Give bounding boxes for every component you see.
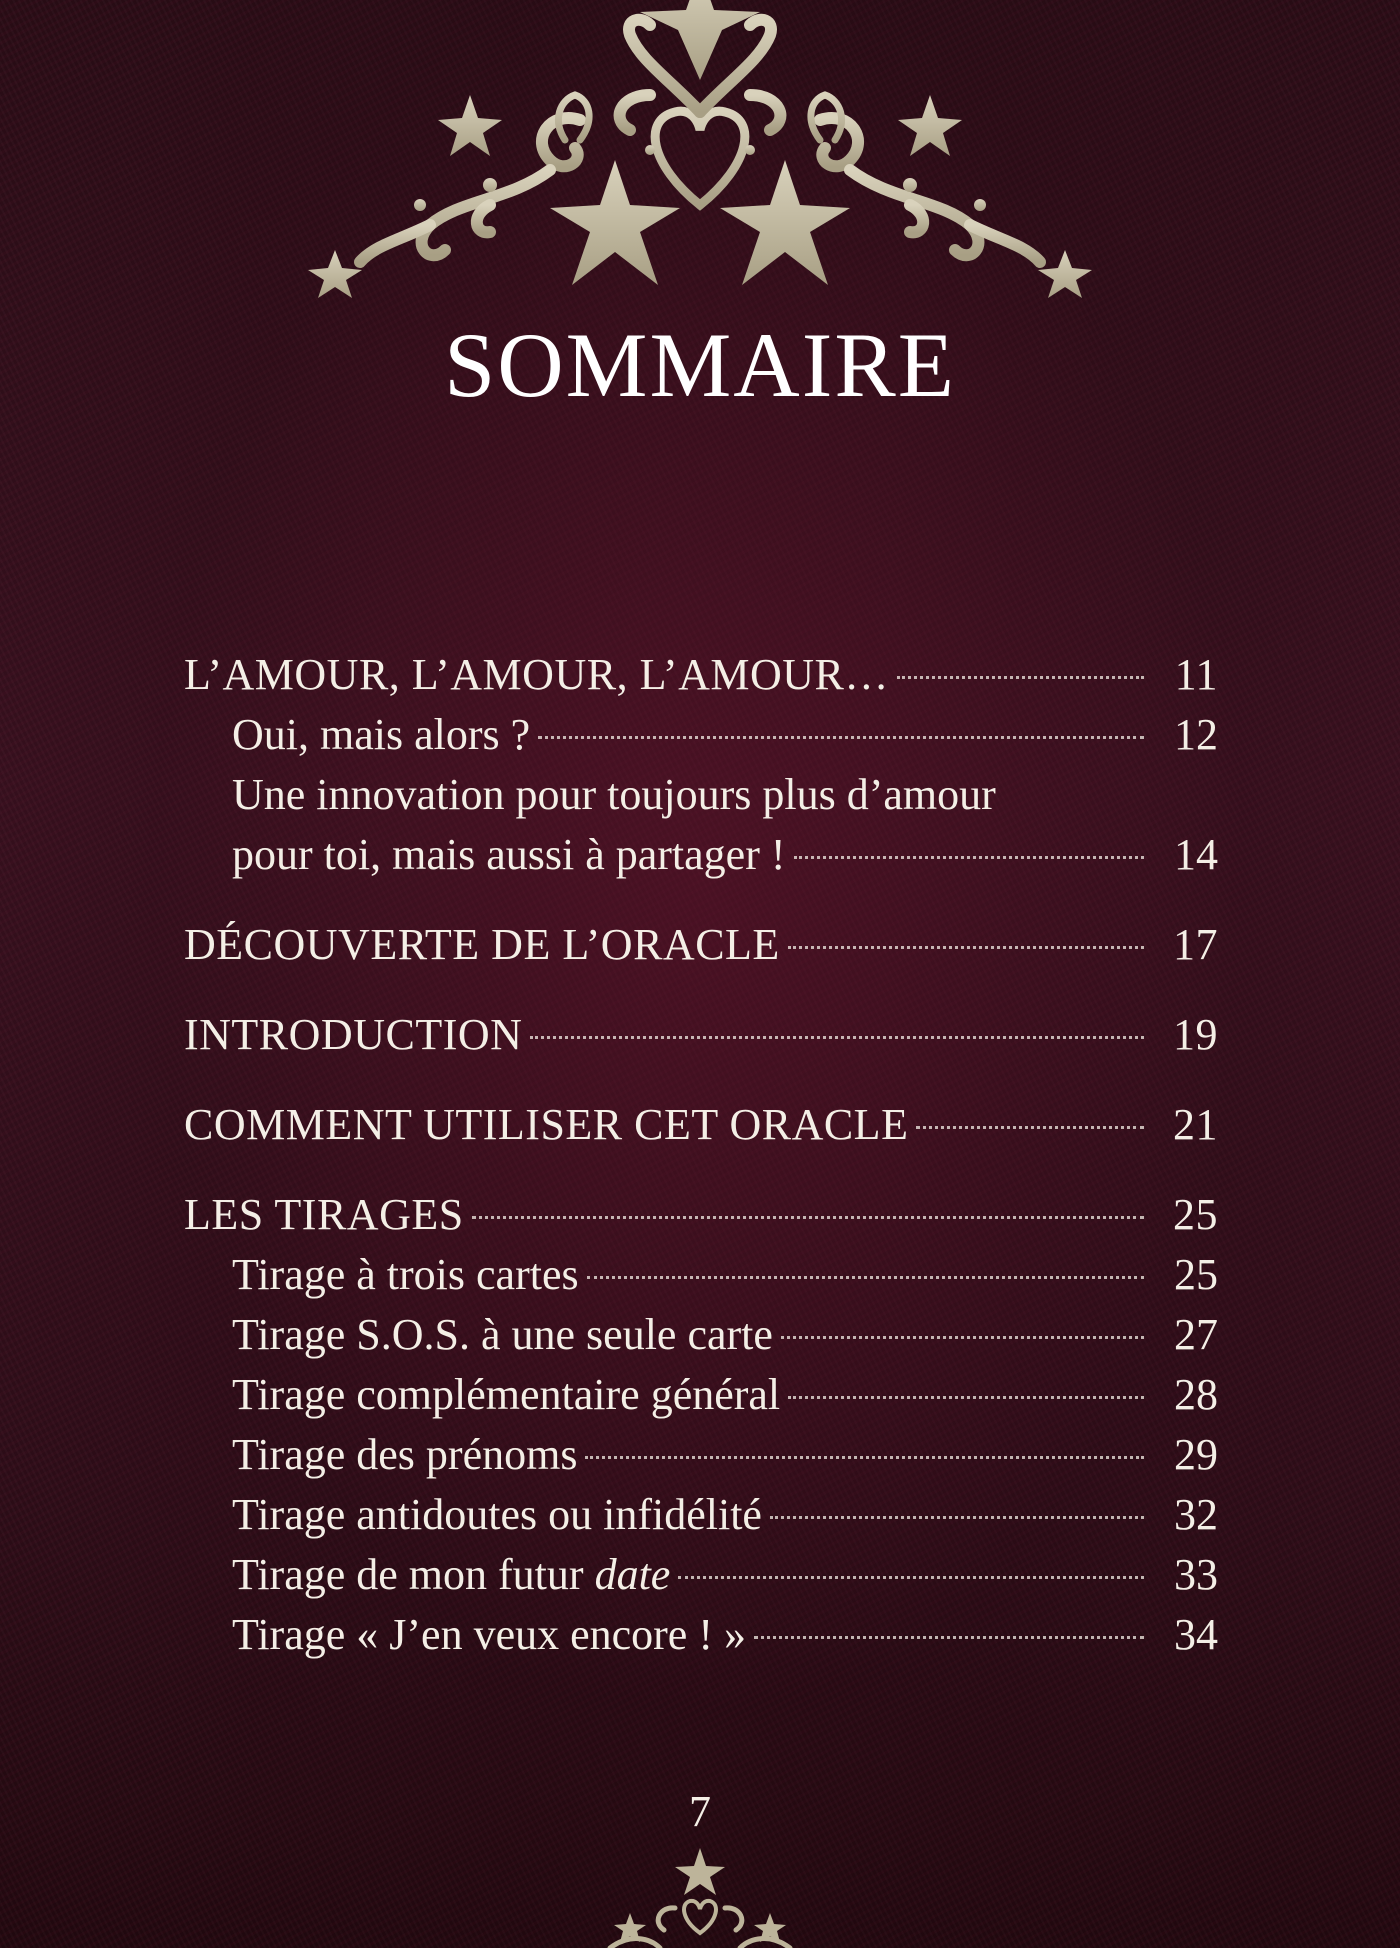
toc-entry-page: 14 — [1174, 830, 1218, 879]
dot-leader — [794, 856, 1144, 859]
dot-leader — [538, 736, 1144, 739]
toc-entry-label: DÉCOUVERTE DE L’ORACLE — [184, 920, 780, 969]
toc-entry[interactable] — [184, 1485, 1218, 1545]
toc-entry-page: 27 — [1174, 1310, 1218, 1359]
toc-entry-page: 21 — [1173, 1100, 1218, 1149]
dot-leader — [788, 946, 1144, 949]
dot-leader — [530, 1036, 1144, 1039]
stars-heart-scroll-ornament-icon — [290, 0, 1110, 320]
toc-entry-label: Tirage antidoutes ou infidélité — [232, 1490, 762, 1539]
toc-entry-page: 25 — [1174, 1250, 1218, 1299]
toc-entry[interactable] — [184, 1245, 1218, 1305]
dot-leader — [897, 676, 1144, 679]
toc-entry-page: 34 — [1174, 1610, 1218, 1659]
toc-entry-label: LES TIRAGES — [184, 1190, 464, 1239]
dot-leader — [781, 1336, 1144, 1339]
toc-entry-label: COMMENT UTILISER CET ORACLE — [184, 1100, 909, 1149]
toc-entry-page: 32 — [1174, 1490, 1218, 1539]
dot-leader — [472, 1216, 1144, 1219]
toc-entry-page: 11 — [1174, 650, 1218, 699]
toc-entry[interactable] — [184, 705, 1218, 765]
dot-leader — [585, 1456, 1144, 1459]
dot-leader — [770, 1516, 1144, 1519]
toc-entry-label: Tirage S.O.S. à une seule carte — [232, 1310, 773, 1359]
toc-entry-page: 28 — [1174, 1370, 1218, 1419]
toc-entry[interactable] — [184, 915, 1218, 975]
dot-leader — [916, 1126, 1144, 1129]
toc-entry[interactable] — [184, 1425, 1218, 1485]
toc-entry[interactable] — [184, 1095, 1218, 1155]
toc-entry-label: Tirage complémentaire général — [232, 1370, 781, 1419]
toc-entry-label: INTRODUCTION — [184, 1010, 523, 1059]
toc-entry[interactable] — [184, 1365, 1218, 1425]
toc-entry-page: 25 — [1173, 1190, 1218, 1239]
toc-entry-page: 17 — [1173, 920, 1218, 969]
toc-entry-page: 12 — [1174, 710, 1218, 759]
toc-entry-label: L’AMOUR, L’AMOUR, L’AMOUR… — [184, 650, 889, 699]
dot-leader — [587, 1276, 1144, 1279]
dot-leader — [788, 1396, 1144, 1399]
small-crown-ornament-icon — [590, 1838, 810, 1948]
dot-leader — [678, 1576, 1144, 1579]
toc-entry-label-line1: Une innovation pour toujours plus d’amour — [232, 770, 996, 819]
page-number: 7 — [689, 1787, 711, 1836]
table-of-contents — [184, 645, 1218, 1665]
toc-entry-label: Tirage des prénoms — [232, 1430, 578, 1479]
toc-entry[interactable] — [184, 1545, 1218, 1605]
toc-entry-label-line2: pour toi, mais aussi à partager ! — [232, 830, 786, 879]
toc-entry[interactable] — [184, 645, 1218, 705]
toc-entry-label: Oui, mais alors ? — [232, 710, 531, 759]
toc-entry[interactable] — [184, 1605, 1218, 1665]
toc-entry-label: Tirage de mon futur date — [232, 1550, 671, 1599]
toc-entry[interactable] — [184, 1305, 1218, 1365]
toc-entry-label-emphasis: date — [594, 1550, 671, 1599]
toc-entry-page: 29 — [1174, 1430, 1218, 1479]
toc-entry[interactable] — [184, 1185, 1218, 1245]
toc-entry[interactable] — [184, 765, 1218, 885]
toc-entry-label: Tirage à trois cartes — [232, 1250, 579, 1299]
dot-leader — [754, 1636, 1144, 1639]
page-title: SOMMAIRE — [444, 314, 956, 416]
toc-entry-page: 19 — [1173, 1010, 1218, 1059]
toc-entry-page: 33 — [1174, 1550, 1218, 1599]
toc-entry-label: Tirage « J’en veux encore ! » — [232, 1610, 746, 1659]
toc-entry[interactable] — [184, 1005, 1218, 1065]
